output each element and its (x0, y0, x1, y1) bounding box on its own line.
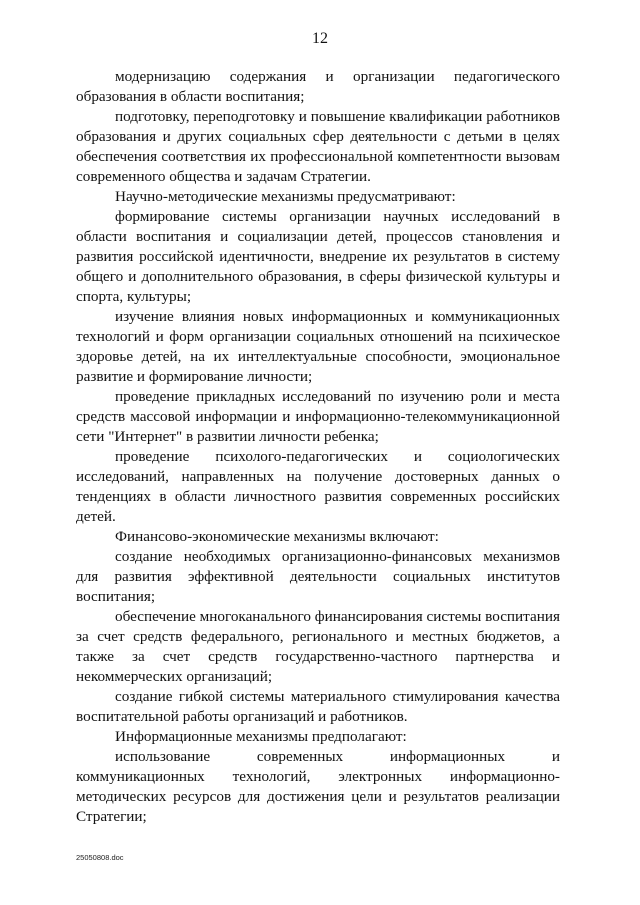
page-number: 12 (312, 30, 328, 47)
heading-financial-economic: Финансово-экономические механизмы включают: (115, 528, 439, 545)
paragraph-ict-influence: изучение влияния новых информационных и коммуникационных технологий и форм организации социальных отношений на психическое здоровье детей, на их интеллектуальные способности, эмоциональное развитие и формирование личности; (76, 308, 560, 385)
paragraph-psych-sociological: проведение психолого-педагогических и социологических исследований, направленных на получение достоверных данных о тенденциях в области личностного развития современных российских детей. (76, 448, 560, 525)
paragraph-modern-technologies: использование современных информационных и коммуникационных технологий, электронных информационно-методических ресурсов для достижения цели и результатов реализации Стратегии; (76, 748, 560, 825)
paragraph-research-system: формирование системы организации научных исследований в области воспитания и социализации детей, процессов становления и развития российской идентичности, внедрение их результатов в систему общего и дополнительного образования, в сферы физической культуры и спорта, культуры; (76, 208, 560, 305)
document-body (76, 67, 560, 827)
paragraph-media-research: проведение прикладных исследований по изучению роли и места средств массовой информации и информационно-телекоммуникационной сети "Интернет" в развитии личности ребенка; (76, 388, 560, 445)
paragraph-financial-mechanisms: создание необходимых организационно-финансовых механизмов для развития эффективной деятельности социальных институтов воспитания; (76, 548, 560, 605)
heading-scientific-methodical: Научно-методические механизмы предусматривают: (115, 188, 456, 205)
paragraph-multichannel-funding: обеспечение многоканального финансирования системы воспитания за счет средств федерального, регионального и местных бюджетов, а также за счет средств государственно-частного партнерства и некоммерческих организаций; (76, 608, 560, 685)
paragraph-pedagogical-education: модернизацию содержания и организации педагогического образования в области воспитания; (76, 68, 560, 105)
paragraph-staff-training: подготовку, переподготовку и повышение квалификации работников образования и других социальных сфер деятельности с детьми в целях обеспечения соответствия их профессиональной компетентности вызовам современного общества и задачам Стратегии. (76, 108, 560, 185)
paragraph-incentive-system: создание гибкой системы материального стимулирования качества воспитательной работы организаций и работников. (76, 688, 560, 725)
heading-information-mechanisms: Информационные механизмы предполагают: (115, 728, 407, 745)
footer-filename: 25050808.doc (76, 853, 124, 862)
